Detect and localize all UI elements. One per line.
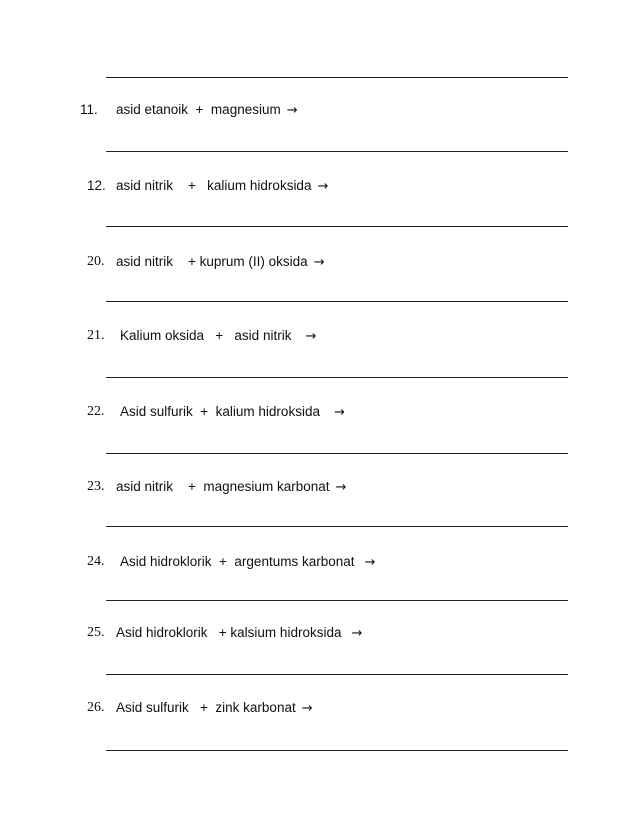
question-number: 11.: [80, 102, 98, 117]
reaction-text: Asid hidroklorik + kalsium hidroksida: [116, 625, 342, 640]
answer-line-12: [106, 226, 568, 227]
arrow-right-icon: →: [313, 255, 325, 270]
question-text: [116, 700, 313, 717]
question-text: [116, 625, 362, 642]
answer-line-top: [106, 77, 568, 78]
question-text: [116, 178, 328, 195]
reaction-text: asid etanoik + magnesium: [116, 102, 281, 117]
question-number: 12.: [87, 178, 106, 193]
question-text: [116, 479, 346, 496]
question-number: 22.: [87, 404, 105, 419]
answer-line-23: [106, 526, 568, 527]
question-number: 20.: [87, 254, 105, 269]
arrow-right-icon: →: [301, 701, 313, 716]
reaction-text: Kalium oksida + asid nitrik: [120, 328, 292, 343]
reaction-text: Asid hidroklorik + argentums karbonat: [120, 554, 355, 569]
question-text: [116, 254, 325, 271]
answer-line-25: [106, 674, 568, 675]
question-text: [120, 404, 345, 421]
arrow-right-icon: →: [333, 405, 345, 420]
question-number: 24.: [87, 554, 105, 569]
question-number: 21.: [87, 328, 105, 343]
arrow-right-icon: →: [335, 480, 347, 495]
answer-line-22: [106, 453, 568, 454]
question-number: 26.: [87, 700, 105, 715]
arrow-right-icon: →: [286, 103, 298, 118]
arrow-right-icon: →: [317, 179, 329, 194]
answer-line-20: [106, 301, 568, 302]
answer-line-21: [106, 377, 568, 378]
answer-line-26: [106, 750, 568, 751]
answer-line-11: [106, 151, 568, 152]
reaction-text: asid nitrik + kalium hidroksida: [116, 178, 312, 193]
reaction-text: Asid sulfurik + kalium hidroksida: [120, 404, 320, 419]
arrow-right-icon: →: [364, 555, 376, 570]
question-text: [120, 328, 316, 345]
question-text: [116, 102, 298, 119]
question-text: [120, 554, 375, 571]
reaction-text: asid nitrik + magnesium karbonat: [116, 479, 330, 494]
reaction-text: asid nitrik + kuprum (II) oksida: [116, 254, 308, 269]
arrow-right-icon: →: [305, 329, 317, 344]
question-number: 25.: [87, 625, 105, 640]
reaction-text: Asid sulfurik + zink karbonat: [116, 700, 296, 715]
arrow-right-icon: →: [351, 626, 363, 641]
question-number: 23.: [87, 479, 105, 494]
answer-line-24: [106, 600, 568, 601]
